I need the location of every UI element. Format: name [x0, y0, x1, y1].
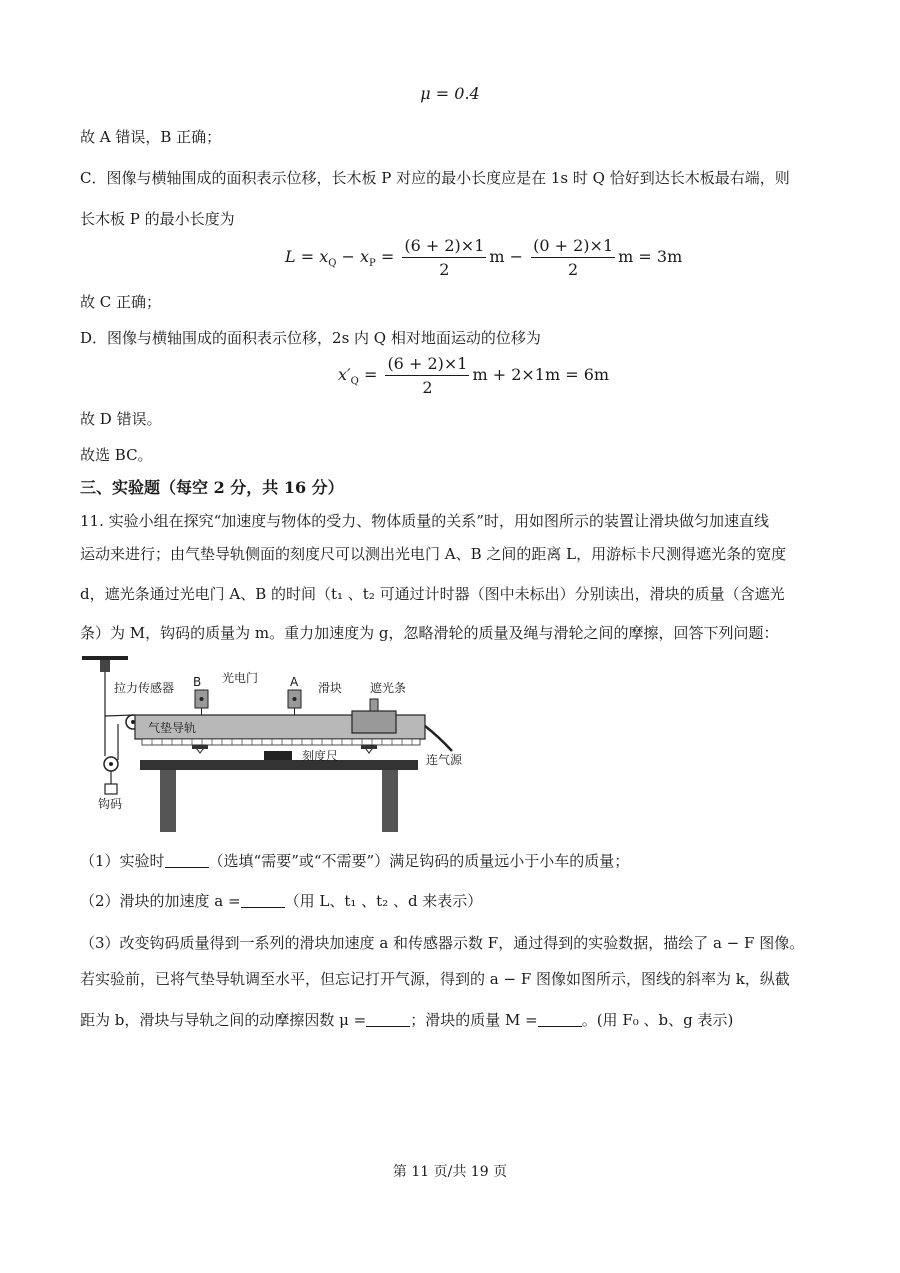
eq-l-fraction-1 — [402, 236, 486, 279]
table-leg-left — [160, 770, 176, 832]
sub-question-2 — [80, 890, 482, 911]
eq-l-tail: m = 3m — [618, 247, 683, 266]
force-sensor — [100, 660, 110, 672]
label-hook-weight: 钩码 — [98, 797, 123, 811]
eq-l-fraction-2 — [531, 236, 615, 279]
eq-l-num2: (0 + 2)×1 — [531, 236, 615, 258]
label-b: B — [193, 675, 202, 689]
label-a: A — [290, 675, 299, 689]
eq-l-num1: (6 + 2)×1 — [402, 236, 486, 258]
sub2-post: （用 L、t₁ 、t₂ 、d 来表示） — [284, 892, 483, 910]
eq-l-sub-q: Q — [328, 258, 337, 270]
text-d-wrong: 故 D 错误。 — [80, 410, 162, 428]
sub3-pre: 距为 b，滑块与导轨之间的动摩擦因数 μ = — [80, 1011, 367, 1029]
track-pulley-axle — [131, 720, 135, 724]
photogate-b-dot — [200, 697, 204, 701]
photogate-a-dot — [293, 697, 297, 701]
text-choose-bc: 故选 BC。 — [80, 446, 153, 464]
eq-l-mid: m − — [489, 247, 529, 266]
apparatus-figure — [80, 656, 480, 836]
q11-line1: 11. 实验小组在探究“加速度与物体的受力、物体质量的关系”时，用如图所示的装置让滑块做匀加速直线 — [80, 512, 769, 530]
sub2-pre: （2）滑块的加速度 a = — [80, 892, 241, 910]
label-ruler: 刻度尺 — [302, 749, 339, 763]
sub3-post: 。(用 F₀ 、b、g 表示) — [581, 1011, 734, 1029]
label-force-sensor: 拉力传感器 — [114, 681, 175, 695]
support-right-pad — [361, 745, 377, 749]
text-c-line1: C．图像与横轴围成的面积表示位移，长木板 P 对应的最小长度应是在 1s 时 Q 恰好到达长木板最右端，则 — [80, 169, 790, 187]
equation-min-length — [285, 236, 682, 279]
label-slider: 滑块 — [318, 681, 343, 695]
answer-blank-4[interactable] — [538, 1012, 582, 1027]
slider-block — [352, 711, 396, 733]
eq-xq-fraction — [385, 354, 469, 397]
air-hose — [425, 726, 452, 751]
eq-xq-sub-q: Q — [350, 376, 359, 388]
sub3-mid: ；滑块的质量 M = — [410, 1011, 538, 1029]
sub-question-3-line3 — [80, 1009, 733, 1030]
answer-blank-1[interactable] — [165, 853, 209, 868]
answer-blank-3[interactable] — [366, 1012, 410, 1027]
sub1-pre: （1）实验时 — [80, 852, 165, 870]
equation-displacement-q — [338, 354, 609, 397]
ruler-block — [264, 751, 292, 760]
eq-xq-lhs: x′ — [338, 365, 351, 384]
eq-l-den1: 2 — [439, 260, 450, 279]
sub-question-3-line1: （3）改变钩码质量得到一系列的滑块加速度 a 和传感器示数 F，通过得到的实验数据，描绘了 a − F 图像。 — [80, 934, 805, 952]
eq-l-equals: = — [375, 247, 400, 266]
eq-xq-tail: m + 2×1m = 6m — [472, 365, 610, 384]
q11-line2: 运动来进行；由气垫导轨侧面的刻度尺可以测出光电门 A、B 之间的距离 L，用游标卡尺测得遮光条的宽度 — [80, 545, 787, 563]
label-shading-strip: 遮光条 — [370, 681, 407, 695]
text-a-wrong-b-right: 故 A 错误，B 正确； — [80, 128, 222, 146]
eq-xq-den: 2 — [422, 378, 433, 397]
sub-question-3-line2: 若实验前，已将气垫导轨调至水平，但忘记打开气源，得到的 a − F 图像如图所示，图线的斜率为 k，纵截 — [80, 970, 790, 988]
sub-question-1 — [80, 850, 629, 871]
eq-l-den2: 2 — [568, 260, 579, 279]
answer-blank-2[interactable] — [241, 893, 285, 908]
eq-l-lhs: L = x — [285, 247, 329, 266]
shading-strip — [370, 699, 378, 711]
label-air-track: 气垫导轨 — [148, 721, 197, 735]
section-heading: 三、实验题（每空 2 分，共 16 分） — [80, 478, 344, 497]
equation-mu: μ = 0.4 — [420, 84, 480, 103]
q11-line4: 条）为 M，钩码的质量为 m。重力加速度为 g，忽略滑轮的质量及绳与滑轮之间的摩擦，回答下列问题： — [80, 624, 779, 642]
eq-xq-num: (6 + 2)×1 — [385, 354, 469, 376]
eq-l-minus: − x — [336, 247, 370, 266]
table-top — [140, 760, 418, 770]
ruler-scale — [142, 739, 420, 745]
ceiling-mount — [82, 656, 128, 660]
eq-l-sub-p: P — [369, 258, 376, 270]
page-footer: 第 11 页/共 19 页 — [392, 1164, 508, 1180]
moving-pulley-axle — [109, 762, 113, 766]
support-left-pad — [192, 745, 208, 749]
text-c-line2: 长木板 P 的最小长度为 — [80, 210, 235, 228]
table-leg-right — [382, 770, 398, 832]
text-c-correct: 故 C 正确； — [80, 293, 162, 311]
label-photogate: 光电门 — [222, 671, 259, 685]
text-d-line1: D．图像与横轴围成的面积表示位移，2s 内 Q 相对地面运动的位移为 — [80, 329, 541, 347]
q11-line3: d，遮光条通过光电门 A、B 的时间（t₁ 、t₂ 可通过计时器（图中未标出）分别读出，滑块的质量（含遮光 — [80, 585, 785, 603]
sub1-post: （选填“需要”或“不需要”）满足钩码的质量远小于小车的质量； — [208, 852, 630, 870]
eq-xq-equals: = — [358, 365, 383, 384]
hook-weight — [105, 784, 117, 794]
label-air-source: 连气源 — [426, 753, 463, 767]
